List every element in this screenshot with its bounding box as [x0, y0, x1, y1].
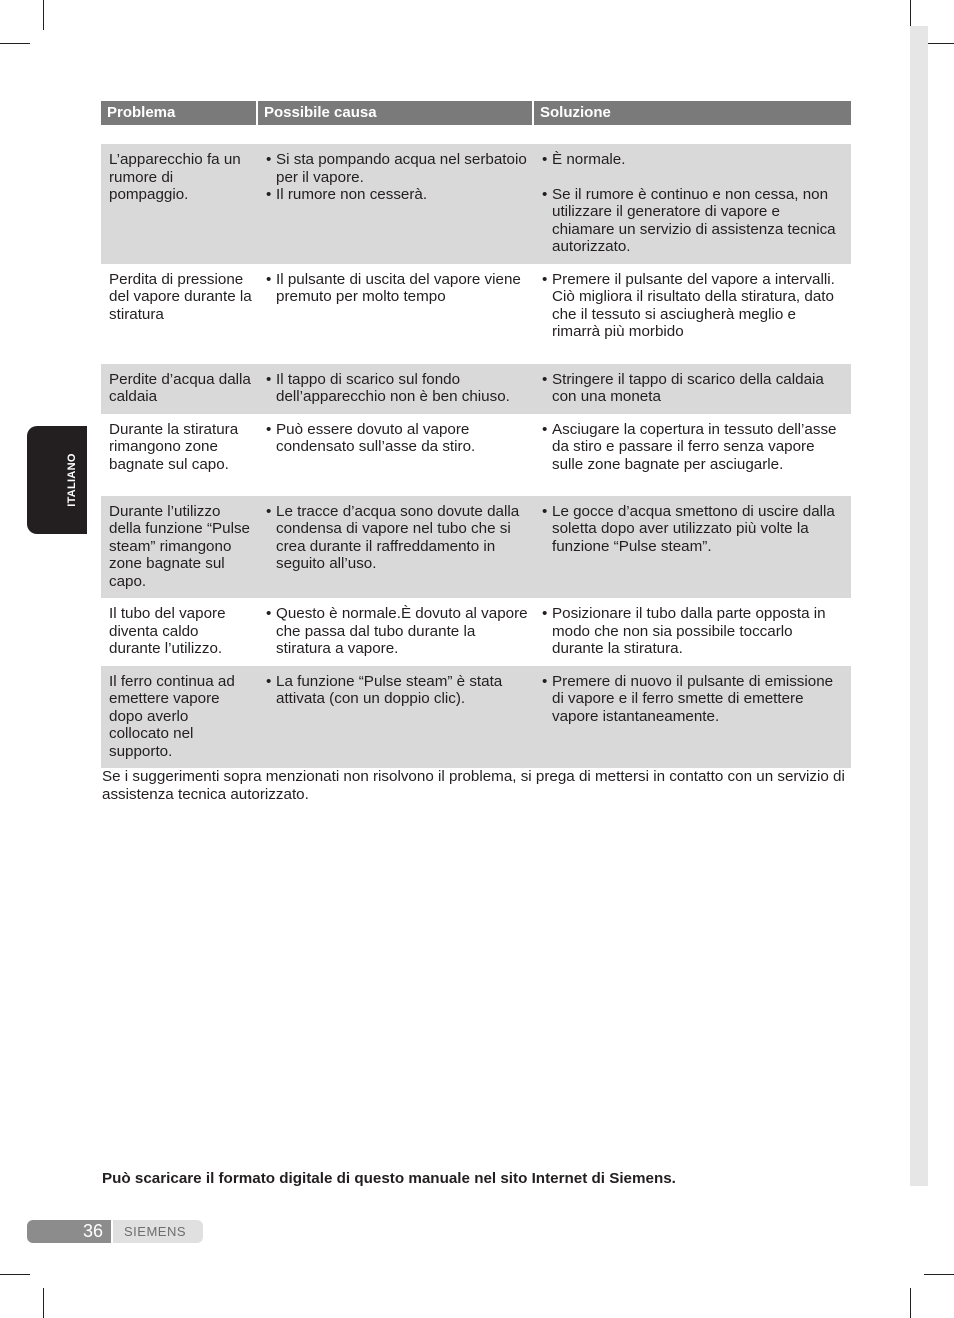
table-row — [101, 598, 851, 666]
cause-item: • Può essere dovuto al vapore condensato sull’asse da stiro. — [266, 421, 528, 456]
cause-cell — [258, 364, 534, 414]
cause-cell — [258, 264, 534, 364]
cause-cell — [258, 666, 534, 769]
problem-cell: Durante la stiratura rimangono zone bagnate sul capo. — [101, 414, 258, 496]
cause-cell — [258, 496, 534, 599]
crop-mark — [0, 1274, 30, 1275]
solution-item: • Asciugare la copertura in tessuto dell’asse da stiro e passare il ferro senza vapore sulle zone bagnate per asciugarle. — [542, 421, 845, 474]
table-row — [101, 666, 851, 769]
crop-mark — [43, 1288, 44, 1318]
solution-item: • Se il rumore è continuo e non cessa, non utilizzare il generatore di vapore e chiamare un servizio di assistenza tecnica autorizzato. — [542, 186, 845, 256]
crop-mark — [924, 43, 954, 44]
crop-mark — [910, 1288, 911, 1318]
solution-item: • Le gocce d’acqua smettono di uscire dalla soletta dopo aver utilizzato più volte la funzione “Pulse steam”. — [542, 503, 845, 556]
solution-item: • Premere di nuovo il pulsante di emissione di vapore e il ferro smette di emettere vapore istantaneamente. — [542, 673, 845, 726]
table-row — [101, 144, 851, 264]
problem-cell: L’apparecchio fa un rumore di pompaggio. — [101, 144, 258, 264]
header-solution: Soluzione — [534, 101, 851, 125]
crop-mark — [43, 0, 44, 30]
table-header-row — [101, 101, 851, 125]
assistance-note: Se i suggerimenti sopra menzionati non risolvono il problema, si prega di mettersi in contatto con un servizio di assistenza tecnica autorizzato. — [102, 768, 845, 804]
header-problem: Problema — [101, 101, 258, 125]
cause-cell — [258, 144, 534, 264]
cause-item: • Le tracce d’acqua sono dovute dalla condensa di vapore nel tubo che si crea durante il raffreddamento in seguito all’uso. — [266, 503, 528, 573]
cause-cell — [258, 598, 534, 666]
language-tab — [27, 426, 87, 534]
solution-cell — [534, 598, 851, 666]
problem-cell: Durante l’utilizzo della funzione “Pulse steam” rimangono zone bagnate sul capo. — [101, 496, 258, 599]
solution-item: • Posizionare il tubo dalla parte opposta in modo che non sia possibile toccarlo durante la stiratura. — [542, 605, 845, 658]
solution-cell — [534, 414, 851, 496]
table-row — [101, 364, 851, 414]
cause-item: • La funzione “Pulse steam” è stata attivata (con un doppio clic). — [266, 673, 528, 708]
page-number-box — [27, 1220, 111, 1243]
problem-cell: Il tubo del vapore diventa caldo durante l’utilizzo. — [101, 598, 258, 666]
cause-item: • Questo è normale.È dovuto al vapore che passa dal tubo durante la stiratura a vapore. — [266, 605, 528, 658]
solution-cell — [534, 496, 851, 599]
page-edge-bar — [910, 26, 928, 1186]
solution-cell — [534, 144, 851, 264]
table-row — [101, 414, 851, 496]
solution-cell — [534, 364, 851, 414]
table-row — [101, 264, 851, 364]
problem-cell: Perdita di pressione del vapore durante la stiratura — [101, 264, 258, 364]
solution-cell — [534, 264, 851, 364]
page-footer — [27, 1220, 203, 1243]
language-label: ITALIANO — [66, 453, 78, 507]
solution-cell — [534, 666, 851, 769]
header-cause: Possibile causa — [258, 101, 534, 125]
cause-item: • Il pulsante di uscita del vapore viene premuto per molto tempo — [266, 271, 528, 306]
crop-mark — [0, 43, 30, 44]
troubleshooting-table — [101, 101, 851, 768]
problem-cell: Il ferro continua ad emettere vapore dopo averlo collocato nel supporto. — [101, 666, 258, 769]
cause-item: • Il rumore non cesserà. — [266, 186, 528, 204]
crop-mark — [924, 1274, 954, 1275]
download-note: Può scaricare il formato digitale di questo manuale nel sito Internet di Siemens. — [102, 1170, 676, 1187]
solution-item: • Premere il pulsante del vapore a intervalli. Ciò migliora il risultato della stiratura, dato che il tessuto si asciugherà meglio e rimarrà più morbido — [542, 271, 845, 341]
solution-item: • Stringere il tappo di scarico della caldaia con una moneta — [542, 371, 845, 406]
cause-item: • Si sta pompando acqua nel serbatoio per il vapore. — [266, 151, 528, 186]
cause-cell — [258, 414, 534, 496]
page-number: 36 — [82, 1221, 103, 1241]
brand-box — [113, 1220, 203, 1243]
problem-cell: Perdite d’acqua dalla caldaia — [101, 364, 258, 414]
table-row — [101, 496, 851, 599]
brand-name: SIEMENS — [124, 1224, 187, 1239]
cause-item: • Il tappo di scarico sul fondo dell’apparecchio non è ben chiuso. — [266, 371, 528, 406]
solution-item: • È normale. — [542, 151, 845, 169]
